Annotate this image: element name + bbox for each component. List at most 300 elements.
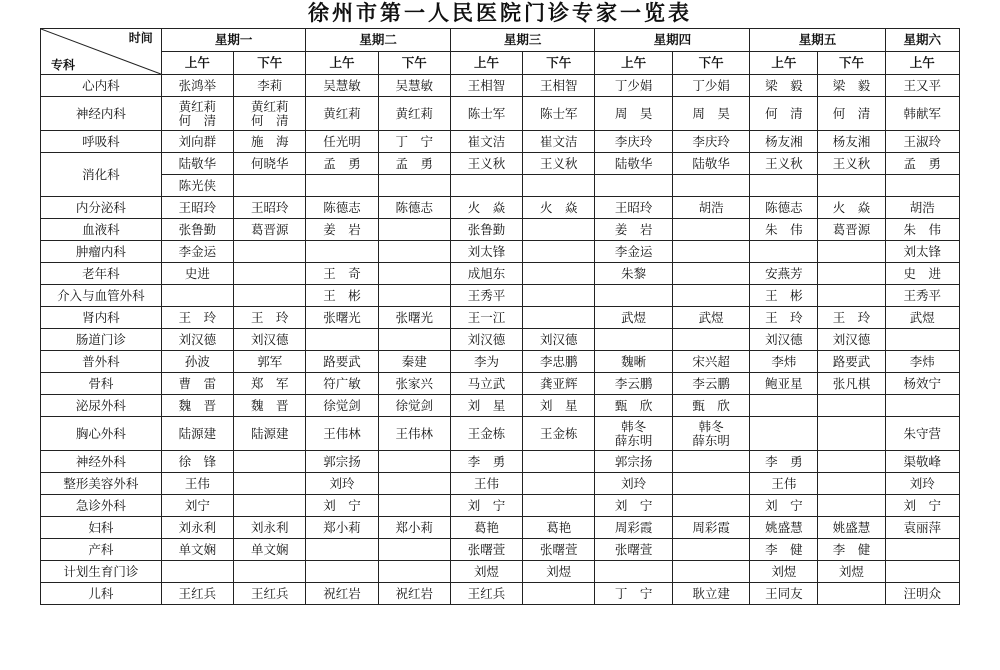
doctor-cell bbox=[885, 307, 959, 329]
doctor-name: 李庆玲 bbox=[614, 133, 653, 149]
doctor-name: 郑小莉 bbox=[323, 519, 361, 535]
doctor-name: 刘 星 bbox=[467, 397, 506, 413]
doctor-cell bbox=[885, 75, 959, 97]
dept-cell: 神经外科 bbox=[41, 451, 162, 473]
doctor-name: 李云鹏 bbox=[614, 375, 653, 391]
doctor-name: 丁少娟 bbox=[692, 77, 730, 93]
doctor-name: 宋兴超 bbox=[692, 353, 730, 369]
doctor-cell bbox=[750, 417, 818, 451]
doctor-cell bbox=[750, 175, 818, 197]
doctor-cell bbox=[818, 395, 885, 417]
doctor-name: 张曙光 bbox=[395, 309, 433, 325]
doctor-name: 朱 伟 bbox=[903, 221, 942, 237]
doctor-name: 刘 宁 bbox=[323, 497, 361, 513]
doctor-name: 周彩霞 bbox=[614, 519, 653, 535]
doctor-cell bbox=[885, 417, 959, 451]
day-header: 星期三 bbox=[450, 29, 595, 52]
dept-cell: 肿瘤内科 bbox=[41, 241, 162, 263]
doctor-cell bbox=[595, 241, 672, 263]
doctor-cell bbox=[450, 97, 522, 131]
doctor-name: 张鸿举 bbox=[178, 77, 217, 93]
doctor-name: 刘汉德 bbox=[467, 331, 506, 347]
doctor-cell bbox=[750, 583, 818, 605]
doctor-name: 王伟 bbox=[184, 475, 210, 491]
doctor-name: 王相智 bbox=[540, 77, 578, 93]
doctor-name: 李 健 bbox=[765, 541, 803, 557]
doctor-name: 刘煜 bbox=[771, 563, 797, 579]
doctor-name: 丁少娟 bbox=[614, 77, 653, 93]
doctor-cell bbox=[750, 307, 818, 329]
doctor-name: 吴慧敏 bbox=[395, 77, 433, 93]
doctor-cell bbox=[750, 197, 818, 219]
doctor-cell bbox=[672, 329, 749, 351]
doctor-cell bbox=[234, 495, 306, 517]
doctor-cell bbox=[818, 219, 885, 241]
doctor-cell bbox=[885, 97, 959, 131]
doctor-name: 黄红莉 bbox=[178, 98, 217, 114]
doctor-name: 安燕芳 bbox=[765, 265, 803, 281]
page-title: 徐州市第一人民医院门诊专家一览表 bbox=[308, 0, 692, 25]
doctor-cell bbox=[595, 131, 672, 153]
doctor-name: 陈德志 bbox=[395, 199, 433, 215]
doctor-cell bbox=[595, 351, 672, 373]
doctor-cell bbox=[750, 451, 818, 473]
table-row bbox=[41, 373, 960, 395]
doctor-cell bbox=[885, 351, 959, 373]
table-row bbox=[41, 263, 960, 285]
day-header: 星期二 bbox=[306, 29, 451, 52]
doctor-cell bbox=[885, 451, 959, 473]
dept-cell: 胸心外科 bbox=[41, 417, 162, 451]
doctor-cell bbox=[161, 417, 233, 451]
doctor-name: 朱 伟 bbox=[765, 221, 803, 237]
doctor-cell bbox=[672, 417, 749, 451]
doctor-name: 王淑玲 bbox=[903, 133, 942, 149]
table-row bbox=[41, 561, 960, 583]
doctor-name: 周 昊 bbox=[614, 105, 653, 121]
doctor-cell bbox=[595, 495, 672, 517]
doctor-name: 魏 晋 bbox=[250, 397, 289, 413]
doctor-cell bbox=[378, 561, 450, 583]
doctor-name: 陈士军 bbox=[467, 105, 506, 121]
doctor-cell bbox=[672, 307, 749, 329]
doctor-name: 姚盛慧 bbox=[765, 519, 803, 535]
doctor-cell bbox=[234, 97, 306, 131]
doctor-name: 祝红岩 bbox=[323, 585, 361, 601]
doctor-name: 刘永利 bbox=[178, 519, 217, 535]
doctor-cell bbox=[885, 153, 959, 175]
doctor-name: 崔文洁 bbox=[540, 133, 578, 149]
doctor-cell bbox=[306, 241, 378, 263]
doctor-cell bbox=[450, 539, 522, 561]
doctor-cell bbox=[523, 373, 595, 395]
doctor-name: 薛东明 bbox=[692, 432, 730, 448]
doctor-name: 梁 毅 bbox=[832, 77, 871, 93]
doctor-name: 何 清 bbox=[250, 112, 289, 128]
corner-spec-label: 专科 bbox=[51, 58, 76, 72]
doctor-name: 王昭玲 bbox=[178, 199, 217, 215]
doctor-name: 陆源建 bbox=[250, 425, 289, 441]
doctor-cell bbox=[818, 131, 885, 153]
doctor-cell bbox=[672, 517, 749, 539]
doctor-name: 张家兴 bbox=[395, 375, 433, 391]
doctor-name: 薛东明 bbox=[614, 432, 653, 448]
table-row bbox=[41, 241, 960, 263]
doctor-cell bbox=[818, 97, 885, 131]
doctor-cell bbox=[234, 197, 306, 219]
doctor-cell bbox=[523, 197, 595, 219]
doctor-name: 黄红莉 bbox=[250, 98, 289, 114]
doctor-name: 李炜 bbox=[771, 353, 797, 369]
doctor-name: 任光明 bbox=[323, 133, 361, 149]
doctor-name: 陈士军 bbox=[540, 105, 578, 121]
doctor-cell bbox=[672, 373, 749, 395]
doctor-cell bbox=[672, 97, 749, 131]
doctor-name: 李 勇 bbox=[467, 453, 506, 469]
doctor-name: 火 焱 bbox=[832, 199, 871, 215]
doctor-name: 陈德志 bbox=[765, 199, 803, 215]
doctor-cell bbox=[672, 495, 749, 517]
am-header: 上午 bbox=[161, 52, 233, 75]
doctor-cell bbox=[234, 329, 306, 351]
doctor-cell bbox=[523, 517, 595, 539]
am-header: 上午 bbox=[450, 52, 522, 75]
dept-cell: 内分泌科 bbox=[41, 197, 162, 219]
doctor-cell bbox=[885, 131, 959, 153]
doctor-cell bbox=[306, 285, 378, 307]
doctor-cell bbox=[595, 219, 672, 241]
doctor-cell bbox=[672, 539, 749, 561]
doctor-cell bbox=[234, 75, 306, 97]
doctor-name: 王秀平 bbox=[467, 287, 506, 303]
doctor-name: 张曙萱 bbox=[614, 541, 653, 557]
doctor-name: 李庆玲 bbox=[692, 133, 730, 149]
doctor-cell bbox=[378, 495, 450, 517]
doctor-name: 胡浩 bbox=[909, 199, 935, 215]
doctor-name: 郑小莉 bbox=[395, 519, 433, 535]
doctor-cell bbox=[450, 241, 522, 263]
doctor-cell bbox=[378, 175, 450, 197]
doctor-name: 刘宁 bbox=[184, 497, 210, 513]
doctor-cell bbox=[672, 131, 749, 153]
day-header: 星期一 bbox=[161, 29, 306, 52]
doctor-cell bbox=[595, 583, 672, 605]
doctor-cell bbox=[161, 241, 233, 263]
dept-cell: 神经内科 bbox=[41, 97, 162, 131]
doctor-name: 葛晋源 bbox=[250, 221, 289, 237]
doctor-cell bbox=[595, 307, 672, 329]
doctor-cell bbox=[161, 329, 233, 351]
doctor-cell bbox=[885, 175, 959, 197]
doctor-name: 刘 宁 bbox=[614, 497, 653, 513]
doctor-cell bbox=[306, 307, 378, 329]
doctor-cell bbox=[234, 561, 306, 583]
doctor-cell bbox=[234, 517, 306, 539]
doctor-name: 何 清 bbox=[178, 112, 217, 128]
doctor-name: 李炜 bbox=[909, 353, 935, 369]
doctor-cell bbox=[234, 131, 306, 153]
doctor-name: 火 焱 bbox=[467, 199, 506, 215]
am-header: 上午 bbox=[750, 52, 818, 75]
doctor-cell bbox=[523, 395, 595, 417]
doctor-name: 陆源建 bbox=[178, 425, 217, 441]
doctor-name: 陈光侠 bbox=[178, 177, 217, 193]
doctor-cell bbox=[523, 451, 595, 473]
doctor-cell bbox=[885, 395, 959, 417]
doctor-name: 王 彬 bbox=[323, 287, 361, 303]
doctor-cell bbox=[595, 263, 672, 285]
doctor-cell bbox=[818, 263, 885, 285]
doctor-cell bbox=[450, 197, 522, 219]
doctor-name: 火 焱 bbox=[540, 199, 578, 215]
doctor-name: 秦建 bbox=[401, 353, 427, 369]
doctor-name: 刘 宁 bbox=[467, 497, 506, 513]
doctor-name: 王金栋 bbox=[540, 425, 578, 441]
doctor-name: 孟 勇 bbox=[323, 155, 361, 171]
doctor-cell bbox=[306, 395, 378, 417]
doctor-cell bbox=[672, 241, 749, 263]
doctor-name: 路要武 bbox=[832, 353, 871, 369]
doctor-name: 丁 宁 bbox=[614, 585, 653, 601]
doctor-name: 刘煜 bbox=[546, 563, 572, 579]
doctor-cell bbox=[378, 75, 450, 97]
doctor-name: 郭宗扬 bbox=[323, 453, 361, 469]
doctor-name: 郭军 bbox=[257, 353, 283, 369]
doctor-cell bbox=[161, 75, 233, 97]
doctor-cell bbox=[306, 351, 378, 373]
doctor-cell bbox=[885, 241, 959, 263]
doctor-cell bbox=[750, 153, 818, 175]
doctor-cell bbox=[378, 131, 450, 153]
doctor-name: 王义秋 bbox=[540, 155, 578, 171]
doctor-cell bbox=[885, 517, 959, 539]
doctor-cell bbox=[595, 373, 672, 395]
doctor-cell bbox=[378, 395, 450, 417]
doctor-cell bbox=[378, 307, 450, 329]
doctor-name: 郭宗扬 bbox=[614, 453, 653, 469]
doctor-name: 张鲁勤 bbox=[178, 221, 217, 237]
doctor-cell bbox=[378, 329, 450, 351]
doctor-cell bbox=[750, 329, 818, 351]
doctor-cell bbox=[885, 197, 959, 219]
corner-header-cell bbox=[41, 29, 162, 75]
doctor-cell bbox=[378, 539, 450, 561]
doctor-name: 王 彬 bbox=[765, 287, 803, 303]
doctor-cell bbox=[818, 351, 885, 373]
doctor-cell bbox=[161, 451, 233, 473]
doctor-cell bbox=[161, 517, 233, 539]
doctor-name: 王红兵 bbox=[250, 585, 289, 601]
doctor-cell bbox=[750, 351, 818, 373]
doctor-name: 刘汉德 bbox=[178, 331, 217, 347]
doctor-cell bbox=[378, 219, 450, 241]
doctor-name: 王伟林 bbox=[323, 425, 361, 441]
doctor-cell bbox=[818, 417, 885, 451]
doctor-name: 陆敬华 bbox=[692, 155, 730, 171]
doctor-cell bbox=[523, 307, 595, 329]
doctor-name: 渠敬峰 bbox=[903, 453, 942, 469]
doctor-name: 王伟 bbox=[771, 475, 797, 491]
doctor-cell bbox=[672, 561, 749, 583]
doctor-cell bbox=[234, 351, 306, 373]
doctor-name: 刘太锋 bbox=[467, 243, 506, 259]
day-header: 星期六 bbox=[885, 29, 959, 52]
doctor-cell bbox=[161, 219, 233, 241]
doctor-name: 张曙萱 bbox=[540, 541, 578, 557]
doctor-name: 陆敬华 bbox=[614, 155, 653, 171]
doctor-name: 刘汉德 bbox=[765, 331, 803, 347]
doctor-cell bbox=[306, 583, 378, 605]
table-row bbox=[41, 451, 960, 473]
doctor-cell bbox=[523, 175, 595, 197]
table-row bbox=[41, 75, 960, 97]
doctor-cell bbox=[306, 219, 378, 241]
doctor-name: 韩冬 bbox=[621, 418, 647, 434]
corner-time-label: 时间 bbox=[128, 31, 153, 45]
doctor-name: 崔文洁 bbox=[467, 133, 506, 149]
doctor-cell bbox=[595, 197, 672, 219]
doctor-cell bbox=[818, 539, 885, 561]
doctor-cell bbox=[161, 153, 233, 175]
doctor-name: 吴慧敏 bbox=[323, 77, 361, 93]
dept-cell: 心内科 bbox=[41, 75, 162, 97]
doctor-cell bbox=[885, 285, 959, 307]
doctor-cell bbox=[450, 263, 522, 285]
doctor-name: 刘 星 bbox=[540, 397, 578, 413]
dept-cell: 介入与血管外科 bbox=[41, 285, 162, 307]
doctor-cell bbox=[378, 97, 450, 131]
doctor-cell bbox=[161, 97, 233, 131]
doctor-cell bbox=[378, 197, 450, 219]
doctor-name: 黄红莉 bbox=[323, 105, 361, 121]
dept-cell: 整形美容外科 bbox=[41, 473, 162, 495]
doctor-name: 李为 bbox=[474, 353, 500, 369]
doctor-name: 武煜 bbox=[698, 309, 724, 325]
doctor-cell bbox=[306, 451, 378, 473]
doctor-cell bbox=[234, 451, 306, 473]
doctor-cell bbox=[595, 561, 672, 583]
doctor-cell bbox=[672, 75, 749, 97]
doctor-cell bbox=[595, 473, 672, 495]
doctor-name: 王伟 bbox=[474, 475, 500, 491]
header-row-halves bbox=[41, 52, 960, 75]
doctor-name: 张凡棋 bbox=[832, 375, 871, 391]
doctor-cell bbox=[378, 285, 450, 307]
table-row bbox=[41, 351, 960, 373]
table-row bbox=[41, 417, 960, 451]
doctor-name: 鲍亚星 bbox=[765, 375, 803, 391]
doctor-cell bbox=[672, 451, 749, 473]
doctor-name: 周彩霞 bbox=[692, 519, 730, 535]
doctor-cell bbox=[818, 329, 885, 351]
doctor-cell bbox=[450, 285, 522, 307]
doctor-cell bbox=[306, 539, 378, 561]
doctor-cell bbox=[523, 561, 595, 583]
doctor-cell bbox=[672, 473, 749, 495]
doctor-cell bbox=[161, 473, 233, 495]
doctor-cell bbox=[234, 175, 306, 197]
doctor-name: 王 玲 bbox=[832, 309, 871, 325]
doctor-cell bbox=[750, 263, 818, 285]
doctor-cell bbox=[306, 263, 378, 285]
doctor-name: 刘汉德 bbox=[832, 331, 871, 347]
doctor-cell bbox=[378, 263, 450, 285]
doctor-name: 魏 晋 bbox=[178, 397, 217, 413]
doctor-cell bbox=[750, 473, 818, 495]
dept-cell: 妇科 bbox=[41, 517, 162, 539]
doctor-cell bbox=[450, 473, 522, 495]
doctor-cell bbox=[450, 175, 522, 197]
doctor-name: 王义秋 bbox=[765, 155, 803, 171]
doctor-cell bbox=[672, 219, 749, 241]
doctor-cell bbox=[450, 495, 522, 517]
doctor-name: 李 健 bbox=[832, 541, 871, 557]
doctor-cell bbox=[161, 131, 233, 153]
doctor-name: 刘太锋 bbox=[903, 243, 942, 259]
doctor-cell bbox=[161, 495, 233, 517]
doctor-cell bbox=[672, 263, 749, 285]
dept-cell: 血液科 bbox=[41, 219, 162, 241]
doctor-cell bbox=[378, 417, 450, 451]
table-row bbox=[41, 197, 960, 219]
doctor-cell bbox=[161, 285, 233, 307]
doctor-name: 韩冬 bbox=[698, 418, 724, 434]
doctor-cell bbox=[595, 97, 672, 131]
doctor-cell bbox=[450, 561, 522, 583]
doctor-cell bbox=[885, 329, 959, 351]
dept-cell: 呼吸科 bbox=[41, 131, 162, 153]
doctor-name: 胡浩 bbox=[698, 199, 724, 215]
doctor-cell bbox=[306, 75, 378, 97]
doctor-name: 汪明众 bbox=[903, 585, 942, 601]
doctor-cell bbox=[595, 451, 672, 473]
doctor-cell bbox=[885, 219, 959, 241]
doctor-cell bbox=[450, 417, 522, 451]
doctor-cell bbox=[595, 329, 672, 351]
doctor-cell bbox=[595, 395, 672, 417]
am-header: 上午 bbox=[885, 52, 959, 75]
doctor-cell bbox=[523, 285, 595, 307]
doctor-name: 马立武 bbox=[467, 375, 506, 391]
doctor-cell bbox=[523, 329, 595, 351]
doctor-name: 王同友 bbox=[765, 585, 803, 601]
doctor-cell bbox=[523, 153, 595, 175]
doctor-name: 甄 欣 bbox=[614, 397, 653, 413]
doctor-cell bbox=[234, 285, 306, 307]
doctor-name: 单文娴 bbox=[250, 541, 289, 557]
doctor-cell bbox=[450, 373, 522, 395]
doctor-name: 丁 宁 bbox=[395, 133, 433, 149]
doctor-cell bbox=[161, 197, 233, 219]
doctor-cell bbox=[672, 351, 749, 373]
table-row bbox=[41, 583, 960, 605]
doctor-cell bbox=[750, 241, 818, 263]
dept-cell: 急诊外科 bbox=[41, 495, 162, 517]
doctor-cell bbox=[161, 263, 233, 285]
doctor-cell bbox=[161, 175, 233, 197]
doctor-cell bbox=[378, 153, 450, 175]
doctor-name: 王 奇 bbox=[323, 265, 361, 281]
doctor-cell bbox=[818, 197, 885, 219]
doctor-cell bbox=[595, 417, 672, 451]
doctor-cell bbox=[378, 373, 450, 395]
day-header: 星期四 bbox=[595, 29, 750, 52]
day-header: 星期五 bbox=[750, 29, 885, 52]
doctor-cell bbox=[234, 539, 306, 561]
doctor-cell bbox=[306, 329, 378, 351]
doctor-cell bbox=[672, 197, 749, 219]
doctor-cell bbox=[595, 285, 672, 307]
